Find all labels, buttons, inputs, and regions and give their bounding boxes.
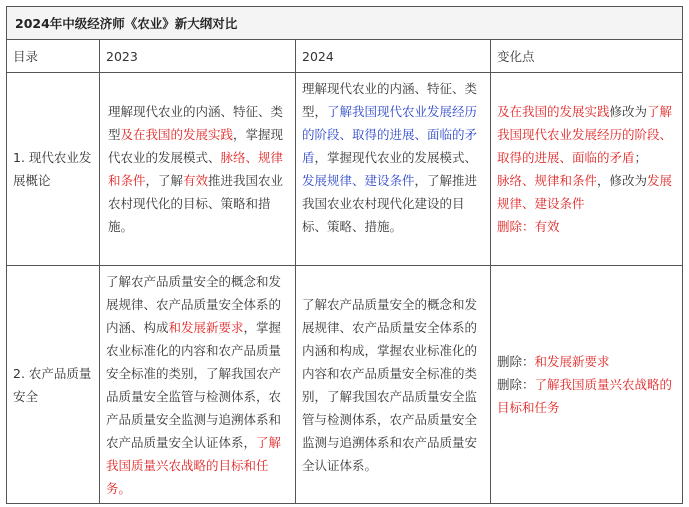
change-line xyxy=(497,169,676,215)
text-segment: ； xyxy=(634,150,648,165)
text-segment: ，掌握现代农业的发展模式、 xyxy=(314,150,478,165)
change-cell xyxy=(491,266,683,504)
text-segment: 有效 xyxy=(183,173,209,188)
text-segment: 脉络、规律和条件 xyxy=(108,150,284,188)
text-segment: 和发展新要求 xyxy=(168,320,244,335)
text-segment: 及在我国的发展实践 xyxy=(120,127,234,142)
text-segment: 推进我国农业农村现代化的目标、策略和措施。 xyxy=(108,173,284,234)
content-2023-cell xyxy=(100,266,296,504)
change-line xyxy=(497,350,676,373)
change-cell xyxy=(491,73,683,266)
header-change: 变化点 xyxy=(491,40,683,73)
text-segment: ，掌握现代农业的发展模式、 xyxy=(108,127,284,165)
text-segment: 删除： xyxy=(497,377,535,392)
content-2023-cell xyxy=(100,73,296,266)
change-line xyxy=(497,100,676,169)
content-2024-cell xyxy=(296,73,491,266)
text-segment: 发展规律、建设条件 xyxy=(497,173,673,211)
text-segment: 修改为 xyxy=(609,104,648,119)
outline-comparison xyxy=(6,6,682,504)
text-segment: 和发展新要求 xyxy=(534,354,610,369)
header-row xyxy=(7,40,683,73)
text-segment: 脉络、规律和条件 xyxy=(497,173,598,188)
text-segment: 了解农产品质量安全的概念和发展规律、农产品质量安全体系的内涵和构成，掌握农业标准化的内容和农产品质量安全标准的类别，了解我国农产品质量安全监管与检测体系，农产品质量安全监测与追溯体系和农产品质量安全认证体系。 xyxy=(302,296,478,473)
header-2023: 2023 xyxy=(100,40,296,73)
header-2024: 2024 xyxy=(296,40,491,73)
text-segment: ，了解 xyxy=(145,173,184,188)
text-segment: 删除： xyxy=(497,219,535,234)
comparison-table xyxy=(6,6,683,504)
text-segment: 了解我国质量兴农战略的目标和任务 xyxy=(497,377,673,415)
text-segment: ，掌握农业标准化的内容和农产品质量安全标准的类别，了解我国农产品质量安全监管与检测体系，农产品质量安全监测与追溯体系和农产品质量安全认证体系， xyxy=(106,320,282,450)
table-title: 2024年中级经济师《农业》新大纲对比 xyxy=(7,7,683,40)
text-segment: 理解现代农业的内涵、特征、类型 xyxy=(108,104,284,142)
catalog-cell: 1. 现代农业发展概论 xyxy=(7,73,100,266)
text-segment: 了解我国质量兴农战略的目标和任务。 xyxy=(106,435,282,496)
text-segment: 及在我国的发展实践 xyxy=(497,104,610,119)
text-segment: 了解农产品质量安全的概念和发展规律、农产品质量安全体系的内涵、构成 xyxy=(106,274,282,335)
table-row xyxy=(7,73,683,266)
text-segment: 理解现代农业的内涵、特征、类型， xyxy=(302,81,478,119)
text-segment: 有效 xyxy=(534,219,560,234)
text-segment: 了解我国现代农业发展经历的阶段、取得的进展、面临的矛盾 xyxy=(497,104,673,165)
text-segment: 发展规律、建设条件 xyxy=(302,173,415,188)
change-line xyxy=(497,215,676,238)
catalog-cell: 2. 农产品质量安全 xyxy=(7,266,100,504)
table-row xyxy=(7,266,683,504)
header-catalog: 目录 xyxy=(7,40,100,73)
text-segment: 删除： xyxy=(497,354,535,369)
text-segment: ，修改为 xyxy=(597,173,648,188)
change-line xyxy=(497,373,676,419)
text-segment: 了解我国现代农业发展经历的阶段、取得的进展、面临的矛盾 xyxy=(302,104,478,165)
text-segment: ，了解推进我国农业农村现代化建设的目标、策略、措施。 xyxy=(302,173,478,234)
content-2024-cell xyxy=(296,266,491,504)
